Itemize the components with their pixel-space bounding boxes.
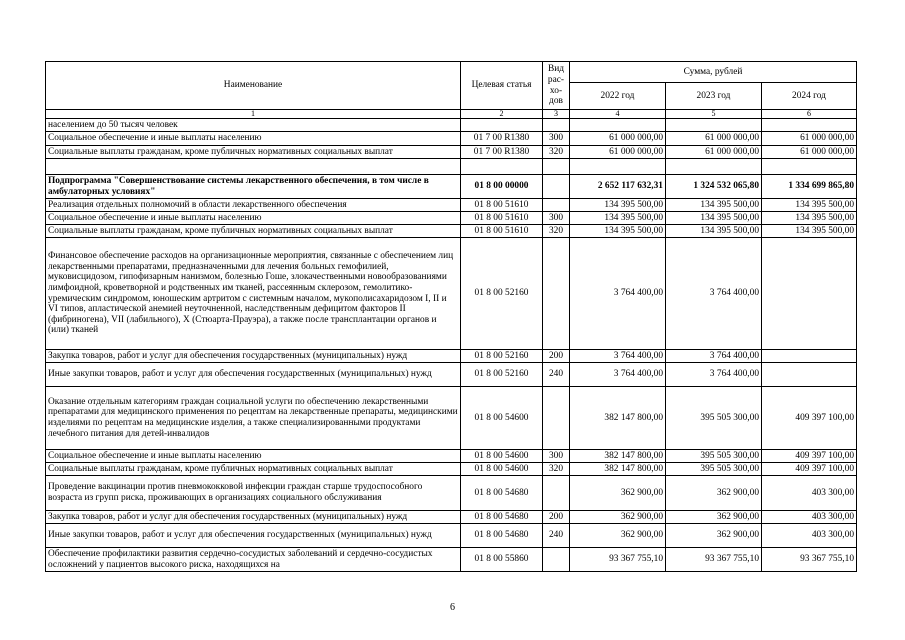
row-2022: 134 395 500,00	[570, 199, 666, 212]
budget-table	[45, 61, 857, 572]
row-code: 01 8 00 54600	[461, 387, 543, 450]
row-2022: 134 395 500,00	[570, 212, 666, 225]
row-name	[46, 159, 461, 175]
row-code: 01 8 00 54600	[461, 463, 543, 476]
row-name: Закупка товаров, работ и услуг для обеспечения государственных (муниципальных) нужд	[46, 350, 461, 363]
row-2023: 134 395 500,00	[666, 212, 762, 225]
page-number: 6	[450, 602, 455, 613]
row-code: 01 8 00 51610	[461, 225, 543, 238]
row-code: 01 8 00 52160	[461, 350, 543, 363]
row-kind: 320	[543, 463, 570, 476]
row-2023: 362 900,00	[666, 476, 762, 511]
row-2023: 61 000 000,00	[666, 146, 762, 159]
column-number: 2	[461, 110, 543, 119]
row-kind: 300	[543, 132, 570, 146]
row-name: Реализация отдельных полномочий в области лекарственного обеспечения	[46, 199, 461, 212]
table-row	[46, 524, 857, 548]
row-2022: 362 900,00	[570, 524, 666, 548]
row-kind	[543, 387, 570, 450]
header-name: Наименование	[46, 62, 461, 110]
row-kind	[543, 175, 570, 199]
row-2024: 134 395 500,00	[762, 199, 857, 212]
row-2024: 134 395 500,00	[762, 225, 857, 238]
row-kind: 240	[543, 524, 570, 548]
budget-table-sheet	[45, 61, 856, 572]
row-name: населением до 50 тысяч человек	[46, 119, 461, 132]
row-2024	[762, 238, 857, 350]
row-name: Обеспечение профилактики развития сердечно-сосудистых заболеваний и сердечно-сосудистых осложнений у пациентов высокого риска, находящихся на	[46, 548, 461, 572]
row-code: 01 8 00 52160	[461, 238, 543, 350]
row-2023	[666, 159, 762, 175]
row-2022: 382 147 800,00	[570, 387, 666, 450]
column-number: 1	[46, 110, 461, 119]
row-code: 01 8 00 54680	[461, 476, 543, 511]
row-2024	[762, 159, 857, 175]
row-2022: 3 764 400,00	[570, 350, 666, 363]
table-row	[46, 212, 857, 225]
row-2022: 3 764 400,00	[570, 238, 666, 350]
table-row	[46, 199, 857, 212]
row-code	[461, 119, 543, 132]
table-row	[46, 450, 857, 463]
row-kind: 200	[543, 350, 570, 363]
row-2022: 61 000 000,00	[570, 132, 666, 146]
table-row	[46, 511, 857, 524]
row-2023: 93 367 755,10	[666, 548, 762, 572]
table-row	[46, 146, 857, 159]
header-sum: Сумма, рублей	[570, 62, 857, 83]
row-2023: 362 900,00	[666, 511, 762, 524]
row-name: Проведение вакцинации против пневмококковой инфекции граждан старше трудоспособного возраста из групп риска, проживающих в организациях социального обслуживания	[46, 476, 461, 511]
table-row	[46, 387, 857, 450]
row-name: Финансовое обеспечение расходов на организационные мероприятия, связанные с обеспечением лиц лекарственными препаратами, предназначенными для лечения больных гемофилией, муковисцидозом, гипофизарным нанизмом, болезнью Гоше, злокачественными новообразованиями лимфоидной, кроветворной и родственных им тканей, рассеянным склерозом, гемолитико-уремическим синдромом, юношеским артритом с системным началом, мукополисахаридозом I, II и VI типов, апластической анемией неуточненной, наследственным дефицитом факторов II (фибриногена), VII (лабильного), X (Стюарта-Прауэра), а также после трансплантации органов и (или) тканей	[46, 238, 461, 350]
row-2022: 2 652 117 632,31	[570, 175, 666, 199]
subprogram-title: Подпрограмма "Совершенствование системы лекарственного обеспечения, в том числе в амбулаторных условиях"	[46, 175, 461, 199]
row-2022: 382 147 800,00	[570, 450, 666, 463]
row-2024: 61 000 000,00	[762, 146, 857, 159]
subprogram-row	[46, 175, 857, 199]
row-kind: 300	[543, 450, 570, 463]
row-2023: 395 505 300,00	[666, 450, 762, 463]
row-code: 01 7 00 R1380	[461, 132, 543, 146]
row-2022: 382 147 800,00	[570, 463, 666, 476]
column-number: 3	[543, 110, 570, 119]
row-2022: 362 900,00	[570, 511, 666, 524]
row-kind: 300	[543, 212, 570, 225]
row-kind: 240	[543, 363, 570, 387]
row-name: Иные закупки товаров, работ и услуг для обеспечения государственных (муниципальных) нужд	[46, 524, 461, 548]
row-2024: 134 395 500,00	[762, 212, 857, 225]
row-code: 01 8 00 54680	[461, 511, 543, 524]
row-kind: 320	[543, 225, 570, 238]
row-2024: 61 000 000,00	[762, 132, 857, 146]
row-2024	[762, 119, 857, 132]
row-kind	[543, 199, 570, 212]
row-name: Социальные выплаты гражданам, кроме публичных нормативных социальных выплат	[46, 463, 461, 476]
column-number: 4	[570, 110, 666, 119]
row-2023: 362 900,00	[666, 524, 762, 548]
empty-row	[46, 159, 857, 175]
row-code: 01 8 00 00000	[461, 175, 543, 199]
row-code: 01 8 00 54600	[461, 450, 543, 463]
row-2023: 395 505 300,00	[666, 463, 762, 476]
row-code: 01 8 00 52160	[461, 363, 543, 387]
row-kind	[543, 548, 570, 572]
header-year-2022: 2022 год	[570, 83, 666, 110]
row-2024: 409 397 100,00	[762, 463, 857, 476]
row-2022: 93 367 755,10	[570, 548, 666, 572]
table-row	[46, 350, 857, 363]
row-2023: 134 395 500,00	[666, 225, 762, 238]
row-name: Социальные выплаты гражданам, кроме публичных нормативных социальных выплат	[46, 146, 461, 159]
table-row	[46, 132, 857, 146]
row-kind: 320	[543, 146, 570, 159]
row-kind: 200	[543, 511, 570, 524]
row-2023: 1 324 532 065,80	[666, 175, 762, 199]
row-2022: 134 395 500,00	[570, 225, 666, 238]
table-row	[46, 119, 857, 132]
row-name: Социальное обеспечение и иные выплаты населению	[46, 132, 461, 146]
row-code	[461, 159, 543, 175]
row-2022: 61 000 000,00	[570, 146, 666, 159]
table-row	[46, 476, 857, 511]
column-number: 6	[762, 110, 857, 119]
row-2023	[666, 119, 762, 132]
row-2022	[570, 159, 666, 175]
table-row	[46, 225, 857, 238]
table-row	[46, 238, 857, 350]
header-year-2023: 2023 год	[666, 83, 762, 110]
column-number: 5	[666, 110, 762, 119]
header-target-article: Целевая статья	[461, 62, 543, 110]
row-2024: 403 300,00	[762, 511, 857, 524]
header-year-2024: 2024 год	[762, 83, 857, 110]
row-2024: 403 300,00	[762, 476, 857, 511]
row-kind	[543, 238, 570, 350]
row-2023: 3 764 400,00	[666, 238, 762, 350]
row-2024	[762, 350, 857, 363]
row-name: Закупка товаров, работ и услуг для обеспечения государственных (муниципальных) нужд	[46, 511, 461, 524]
column-number-row	[46, 110, 857, 119]
row-name: Социальное обеспечение и иные выплаты населению	[46, 212, 461, 225]
row-2023: 61 000 000,00	[666, 132, 762, 146]
row-code: 01 8 00 51610	[461, 212, 543, 225]
row-2024	[762, 363, 857, 387]
table-row	[46, 463, 857, 476]
row-2024: 1 334 699 865,80	[762, 175, 857, 199]
row-2022: 3 764 400,00	[570, 363, 666, 387]
row-2023: 395 505 300,00	[666, 387, 762, 450]
row-kind	[543, 119, 570, 132]
row-2024: 93 367 755,10	[762, 548, 857, 572]
row-name: Социальное обеспечение и иные выплаты населению	[46, 450, 461, 463]
row-name: Оказание отдельным категориям граждан социальной услуги по обеспечению лекарственными препаратами для медицинского применения по рецептам на лекарственные препараты, медицинскими изделиями по рецептам на медицинские изделия, а также специализированными продуктами лечебного питания для детей-инвалидов	[46, 387, 461, 450]
row-2024: 409 397 100,00	[762, 387, 857, 450]
row-2024: 403 300,00	[762, 524, 857, 548]
row-code: 01 8 00 55860	[461, 548, 543, 572]
row-2022	[570, 119, 666, 132]
table-row	[46, 363, 857, 387]
row-2024: 409 397 100,00	[762, 450, 857, 463]
row-name: Иные закупки товаров, работ и услуг для обеспечения государственных (муниципальных) нужд	[46, 363, 461, 387]
row-kind	[543, 159, 570, 175]
table-row	[46, 548, 857, 572]
row-code: 01 8 00 54680	[461, 524, 543, 548]
row-2023: 134 395 500,00	[666, 199, 762, 212]
row-kind	[543, 476, 570, 511]
row-code: 01 7 00 R1380	[461, 146, 543, 159]
row-2023: 3 764 400,00	[666, 350, 762, 363]
row-code: 01 8 00 51610	[461, 199, 543, 212]
header-expense-kind: Вид рас-хо-дов	[543, 62, 570, 110]
row-name: Социальные выплаты гражданам, кроме публичных нормативных социальных выплат	[46, 225, 461, 238]
row-2023: 3 764 400,00	[666, 363, 762, 387]
row-2022: 362 900,00	[570, 476, 666, 511]
